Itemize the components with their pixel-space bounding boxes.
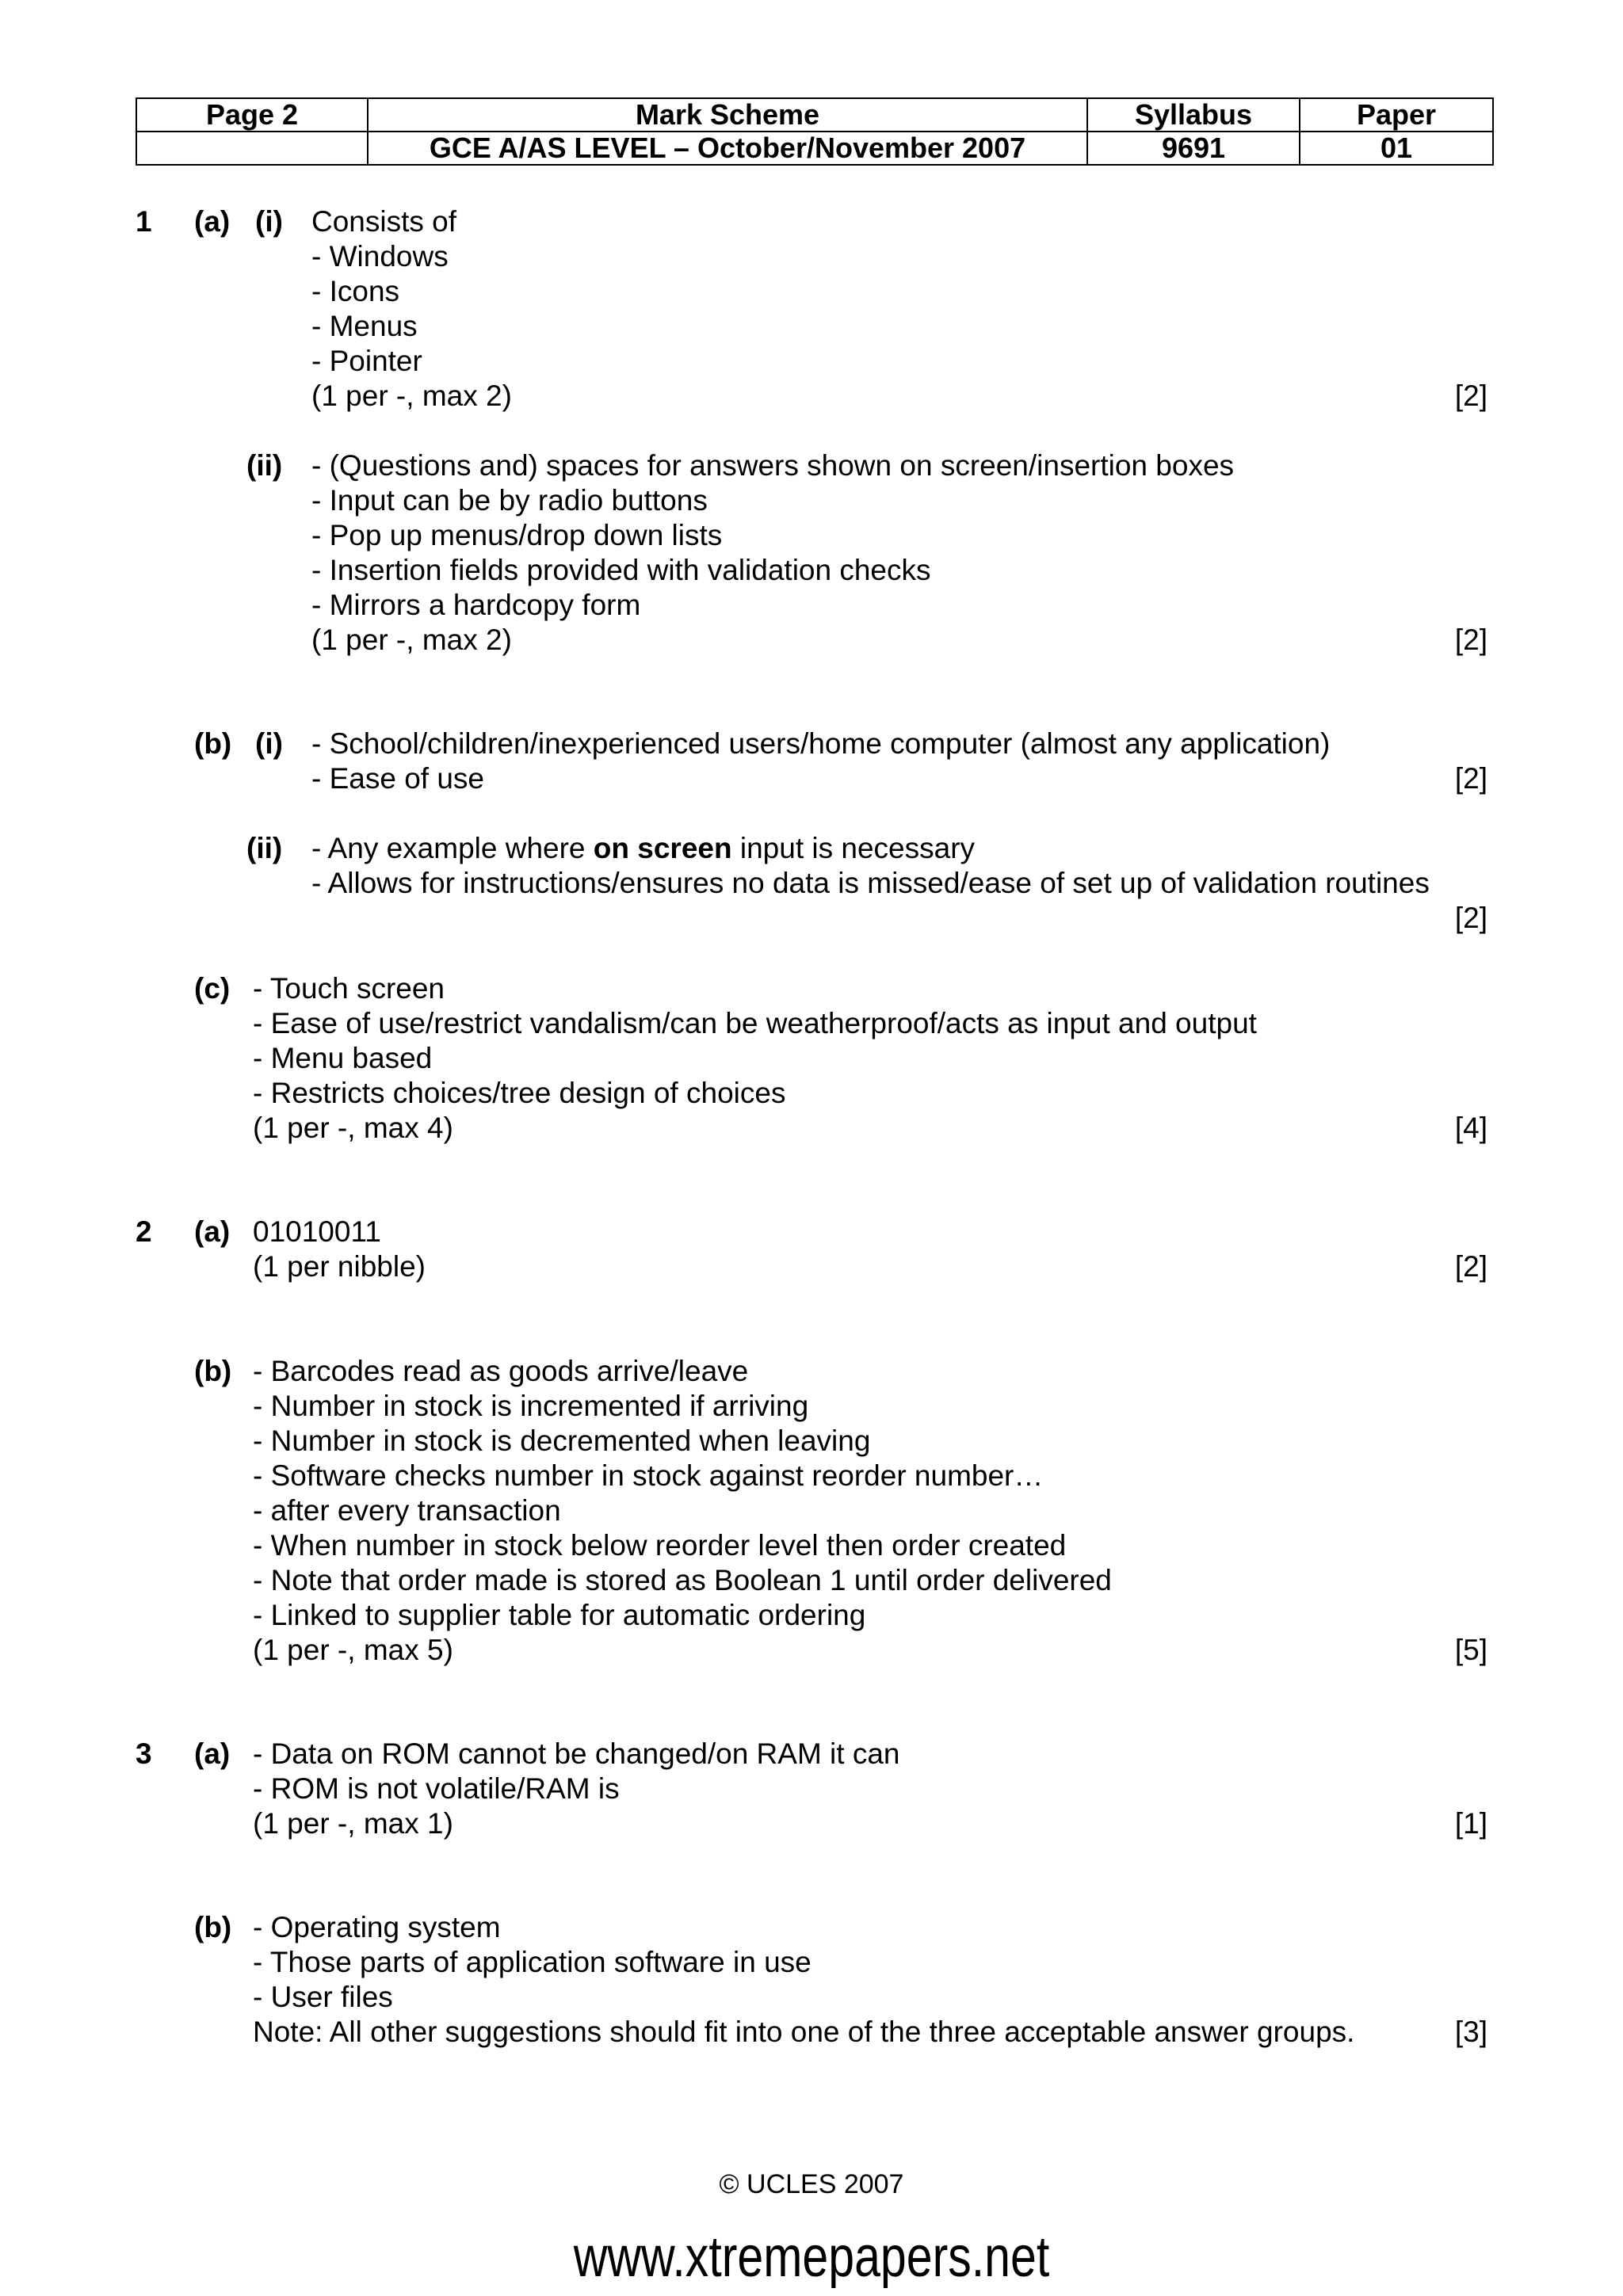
subpart-label: (ii)	[246, 832, 283, 864]
answer-line: - Allows for instructions/ensures no data is missed/ease of set up of validation routines	[311, 867, 1430, 899]
answer-line: - Data on ROM cannot be changed/on RAM it can	[253, 1737, 900, 1770]
answer-line: - Mirrors a hardcopy form	[311, 589, 641, 621]
answer-line: Consists of	[311, 205, 457, 238]
answer-line: - Linked to supplier table for automatic ordering	[253, 1599, 866, 1631]
header-paper-code: 01	[1300, 132, 1493, 165]
answer-line: - after every transaction	[253, 1494, 561, 1527]
part-label: (b)	[194, 1911, 232, 1943]
part-label: (c)	[194, 972, 231, 1005]
mark: [2]	[1454, 762, 1487, 795]
mark: [2]	[1454, 379, 1487, 412]
part-label: (a)	[194, 1737, 231, 1770]
answer-line: - Input can be by radio buttons	[311, 484, 708, 517]
answer-line: - ROM is not volatile/RAM is	[253, 1772, 620, 1805]
subpart-label: (i)	[255, 205, 283, 238]
part-label: (a)	[194, 205, 231, 238]
answer-line: - When number in stock below reorder level then order created	[253, 1529, 1067, 1562]
header-paper-label: Paper	[1300, 98, 1493, 132]
answer-line: - Ease of use	[311, 762, 485, 795]
header-table	[136, 97, 1494, 166]
answer-line: - School/children/inexperienced users/home computer (almost any application)	[311, 727, 1331, 760]
answer-line: - Pop up menus/drop down lists	[311, 519, 723, 551]
answer-line: - Those parts of application software in use	[253, 1946, 812, 1978]
question-number: 2	[136, 1215, 152, 1248]
mark: [4]	[1454, 1112, 1487, 1144]
bold-text-run: on screen	[593, 832, 732, 864]
answer-line: - Windows	[311, 240, 449, 273]
answer-line: - (Questions and) spaces for answers shown on screen/insertion boxes	[311, 449, 1235, 482]
answer-line: Note: All other suggestions should fit into one of the three acceptable answer groups.	[253, 2016, 1355, 2048]
answer-line: - Operating system	[253, 1911, 501, 1943]
mark: [5]	[1454, 1634, 1487, 1666]
answer-line	[311, 831, 975, 866]
answer-line: - Note that order made is stored as Boolean 1 until order delivered	[253, 1564, 1112, 1596]
header-syllabus-label: Syllabus	[1087, 98, 1300, 132]
subpart-label: (ii)	[246, 449, 283, 482]
answer-line: - Restricts choices/tree design of choices	[253, 1077, 786, 1109]
answer-line: 01010011	[253, 1215, 381, 1248]
answer-line: - Insertion fields provided with validation checks	[311, 554, 931, 586]
answer-line: - Software checks number in stock against reorder number…	[253, 1459, 1044, 1492]
text-run: input is necessary	[731, 832, 976, 864]
header-page: Page 2	[136, 98, 368, 132]
header-title: Mark Scheme	[368, 98, 1087, 132]
answer-line: - Menus	[311, 310, 418, 342]
answer-line: - Touch screen	[253, 972, 445, 1005]
question-number: 3	[136, 1737, 152, 1770]
header-exam-title: GCE A/AS LEVEL – October/November 2007	[368, 132, 1087, 165]
mark: [1]	[1454, 1807, 1487, 1840]
answer-line: - User files	[253, 1981, 393, 2013]
answer-line: - Number in stock is incremented if arriving	[253, 1390, 809, 1422]
answer-line: (1 per -, max 2)	[311, 379, 512, 412]
copyright-footer: © UCLES 2007	[719, 2169, 904, 2199]
header-syllabus-code: 9691	[1087, 132, 1300, 165]
mark: [2]	[1454, 902, 1487, 934]
mark: [3]	[1454, 2016, 1487, 2048]
answer-line: - Pointer	[311, 345, 422, 377]
answer-line: (1 per -, max 1)	[253, 1807, 453, 1840]
part-label: (b)	[194, 727, 232, 760]
answer-line: (1 per -, max 5)	[253, 1634, 453, 1666]
header-page-empty	[136, 132, 368, 165]
answer-line: (1 per -, max 2)	[311, 624, 512, 656]
part-label: (b)	[194, 1355, 232, 1387]
part-label: (a)	[194, 1215, 231, 1248]
text-run: - Any example where	[311, 832, 594, 864]
answer-line: - Menu based	[253, 1042, 433, 1074]
answer-line: (1 per nibble)	[253, 1250, 426, 1283]
website-watermark: www.xtremepapers.net	[573, 2225, 1050, 2289]
mark: [2]	[1454, 1250, 1487, 1283]
answer-line: - Icons	[311, 275, 400, 307]
answer-line: - Ease of use/restrict vandalism/can be weatherproof/acts as input and output	[253, 1007, 1257, 1039]
mark: [2]	[1454, 624, 1487, 656]
subpart-label: (i)	[255, 727, 283, 760]
answer-line: - Barcodes read as goods arrive/leave	[253, 1355, 749, 1387]
question-number: 1	[136, 205, 152, 238]
answer-line: (1 per -, max 4)	[253, 1112, 453, 1144]
answer-line: - Number in stock is decremented when leaving	[253, 1425, 871, 1457]
